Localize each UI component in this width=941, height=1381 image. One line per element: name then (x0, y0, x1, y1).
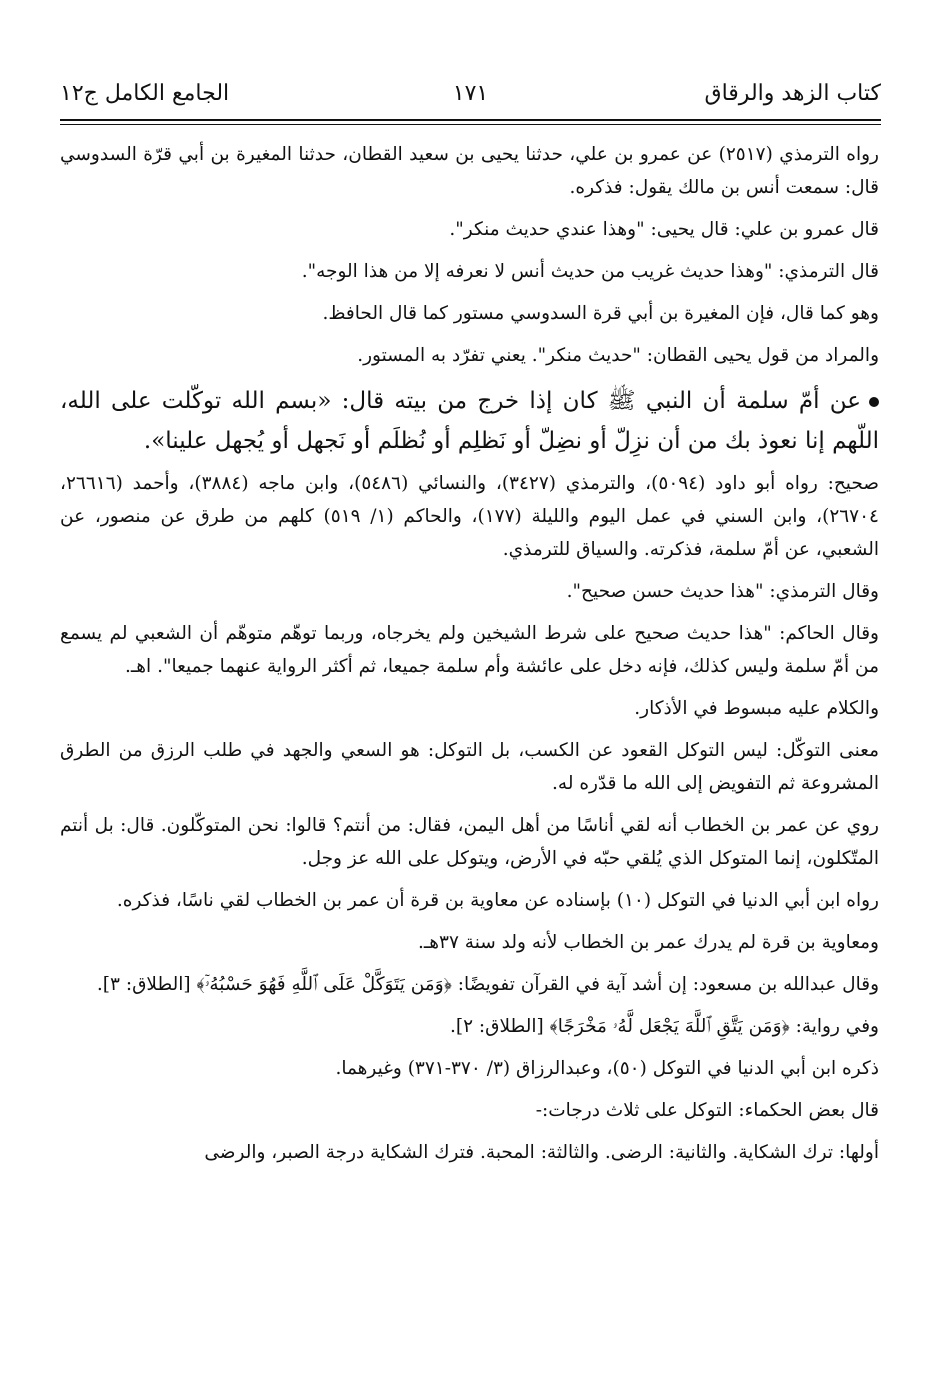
paragraph: وقال عبدالله بن مسعود: إن أشد آية في القرآن تفويضًا: ﴿وَمَن يَتَوَكَّلْ عَلَى ٱللَّهِ فَهُوَ حَسْبُهُۥٓ﴾ [الطلاق: ٣]. (96, 974, 879, 995)
paragraph: وقال الترمذي: "هذا حديث حسن صحيح". (566, 581, 879, 602)
paragraph: والمراد من قول يحيى القطان: "حديث منكر". يعني تفرّد به المستور. (357, 345, 879, 366)
paragraph: رواه الترمذي (٢٥١٧) عن عمرو بن علي، حدثنا يحيى بن سعيد القطان، حدثنا المغيرة بن أبي قرّة السدوسي قال: سمعت أنس بن مالك يقول: فذكره. (60, 144, 879, 198)
paragraph: ومعاوية بن قرة لم يدرك عمر بن الخطاب لأنه ولد سنة ٣٧هـ. (417, 932, 879, 953)
paragraph: وهو كما قال، فإن المغيرة بن أبي قرة السدوسي مستور كما قال الحافظ. (322, 303, 879, 324)
hadith-body: عن أمّ سلمة أن النبي ﷺ كان إذا خرج من بيته قال: «بسم الله توكّلت على الله، اللّهم إنا نعوذ بك من أن نزِلّ أو نضِلّ أو نَظلِم أو نُظلَم أو نَجهل أو يُجهل علينا». (60, 388, 879, 454)
hadith-text (60, 381, 879, 461)
page-header (60, 72, 881, 116)
chapter-title: كتاب الزهد والرقاق (704, 81, 881, 106)
paragraph: قال الترمذي: "وهذا حديث غريب من حديث أنس لا نعرفه إلا من هذا الوجه". (301, 261, 879, 282)
paragraph: أولها: ترك الشكاية. والثانية: الرضى. والثالثة: المحبة. فترك الشكاية درجة الصبر، والرضى (204, 1142, 879, 1163)
paragraph: قال بعض الحكماء: التوكل على ثلاث درجات:- (535, 1100, 879, 1121)
bullet-icon (869, 397, 879, 407)
paragraph: قال عمرو بن علي: قال يحيى: "وهذا عندي حديث منكر". (449, 219, 879, 240)
header-rule-thin (60, 124, 881, 125)
paragraph: رواه ابن أبي الدنيا في التوكل (١٠) بإسناده عن معاوية بن قرة أن عمر بن الخطاب لقي ناسًا، فذكره. (116, 890, 879, 911)
paragraph: روي عن عمر بن الخطاب أنه لقي أناسًا من أهل اليمن، فقال: من أنتم؟ قالوا: نحن المتوكّلون. قال: بل أنتم المتّكلون، إنما المتوكل الذي يُلقي حبّه في الأرض، ويتوكل على الله عز وجل. (60, 815, 879, 869)
page-body (60, 138, 879, 1178)
paragraph: وفي رواية: ﴿وَمَن يَتَّقِ ٱللَّهَ يَجْعَل لَّهُۥ مَخْرَجًا﴾ [الطلاق: ٢]. (449, 1016, 879, 1037)
paragraph: وقال الحاكم: "هذا حديث صحيح على شرط الشيخين ولم يخرجاه، وربما توهّم متوهّم أن الشعبي لم يسمع من أمّ سلمة وليس كذلك، فإنه دخل على عائشة وأم سلمة جميعا، ثم أكثر الرواية عنهما جميعا". اهـ. (60, 623, 879, 677)
paragraph: معنى التوكّل: ليس التوكل القعود عن الكسب، بل التوكل: هو السعي والجهد في طلب الرزق من الطرق المشروعة ثم التفويض إلى الله ما قدّره له. (60, 740, 879, 794)
book-title: الجامع الكامل ج١٢ (60, 81, 230, 106)
paragraph: صحيح: رواه أبو داود (٥٠٩٤)، والترمذي (٣٤٢٧)، والنسائي (٥٤٨٦)، وابن ماجه (٣٨٨٤)، وأحمد (٢٦٦١٦، ٢٦٧٠٤)، وابن السني في عمل اليوم والليلة (١٧٧)، والحاكم (١/ ٥١٩) كلهم من طرق عن منصور، عن الشعبي، عن أمّ سلمة، فذكرته. والسياق للترمذي. (60, 473, 880, 560)
header-rule (60, 119, 881, 121)
page-number: ١٧١ (452, 81, 489, 106)
paragraph: ذكره ابن أبي الدنيا في التوكل (٥٠)، وعبدالرزاق (٣/ ٣٧٠-٣٧١) وغيرهما. (335, 1058, 879, 1079)
paragraph: والكلام عليه مبسوط في الأذكار. (634, 698, 879, 719)
